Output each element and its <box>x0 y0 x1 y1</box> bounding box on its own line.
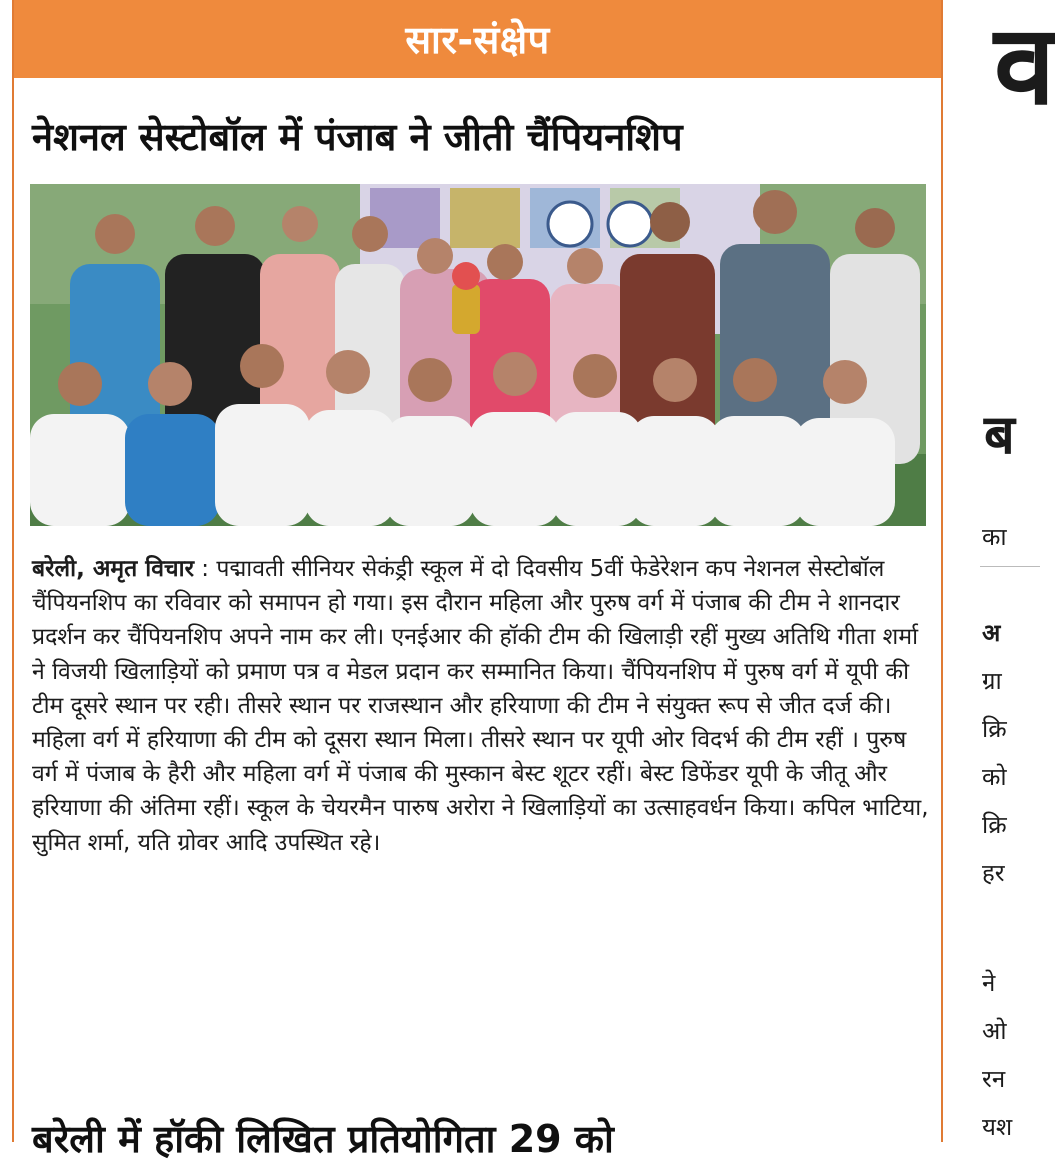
dateline-separator: : <box>194 556 217 582</box>
article-column <box>12 0 943 1161</box>
adjacent-line: यश <box>982 1113 1013 1141</box>
team-photo <box>30 184 926 526</box>
article-text: पद्मावती सीनियर सेकंड्री स्कूल में दो दिवसीय 5वीं फेडेरेशन कप नेशनल सेस्टोबॉल चैंपियनशिप का रविवार को समापन हो गया। इस दौरान महिला और पुरुष वर्ग में पंजाब की टीम ने शानदार प्रदर्शन कर चैंपियनशिप अपने नाम कर ली। एनईआर की हॉकी टीम की खिलाड़ी रहीं मुख्य अतिथि गीता शर्मा ने विजयी खिलाड़ियों को प्रमाण पत्र व मेडल प्रदान कर सम्मानित किया। चैंपियनशिप में पुरुष वर्ग में यूपी की टीम दूसरे स्थान पर रही। तीसरे स्थान पर राजस्थान और हरियाणा की टीम ने संयुक्त रूप से जीत दर्ज की। महिला वर्ग में हरियाणा की टीम को दूसरा स्थान मिला। तीसरे स्थान पर यूपी ओर विदर्भ की टीम रहीं । पुरुष वर्ग में पंजाब के हैरी और महिला वर्ग में पंजाब की मुस्कान बेस्ट शूटर रहीं। बेस्ट डिफेंडर यूपी के जीतू और हरियाणा की अंतिमा रहीं। स्कूल के चेयरमैन पारुष अरोरा ने खिलाड़ियों का उत्साहवर्धन किया। कपिल भाटिया, सुमित शर्मा, यति ग्रोवर आदि उपस्थित रहे। <box>32 556 929 856</box>
adjacent-line: को <box>982 763 1007 791</box>
adjacent-line: क्रि <box>982 715 1007 743</box>
adjacent-divider <box>980 566 1040 567</box>
adjacent-column <box>960 0 1055 1142</box>
next-article-headline: बरेली में हॉकी लिखित प्रतियोगिता 29 को <box>32 1117 614 1161</box>
article-body <box>32 552 932 860</box>
adjacent-line: ग्रा <box>982 667 1002 695</box>
adjacent-big-headline: व <box>994 1 1055 129</box>
adjacent-line: हर <box>982 859 1005 887</box>
adjacent-line: क्रि <box>982 811 1007 839</box>
adjacent-line: रन <box>982 1065 1006 1093</box>
article-headline: नेशनल सेस्टोबॉल में पंजाब ने जीती चैंपियनशिप <box>32 115 683 159</box>
team-photo-illustration <box>30 184 926 526</box>
section-banner: सार-संक्षेप <box>14 0 941 78</box>
adjacent-line: ओ <box>982 1017 1007 1045</box>
dateline: बरेली, अमृत विचार <box>32 556 194 582</box>
adjacent-line: ने <box>982 969 996 997</box>
adjacent-headline: ब <box>984 403 1015 466</box>
adjacent-line: अ <box>982 619 1001 647</box>
adjacent-subheadline: का <box>982 523 1007 551</box>
